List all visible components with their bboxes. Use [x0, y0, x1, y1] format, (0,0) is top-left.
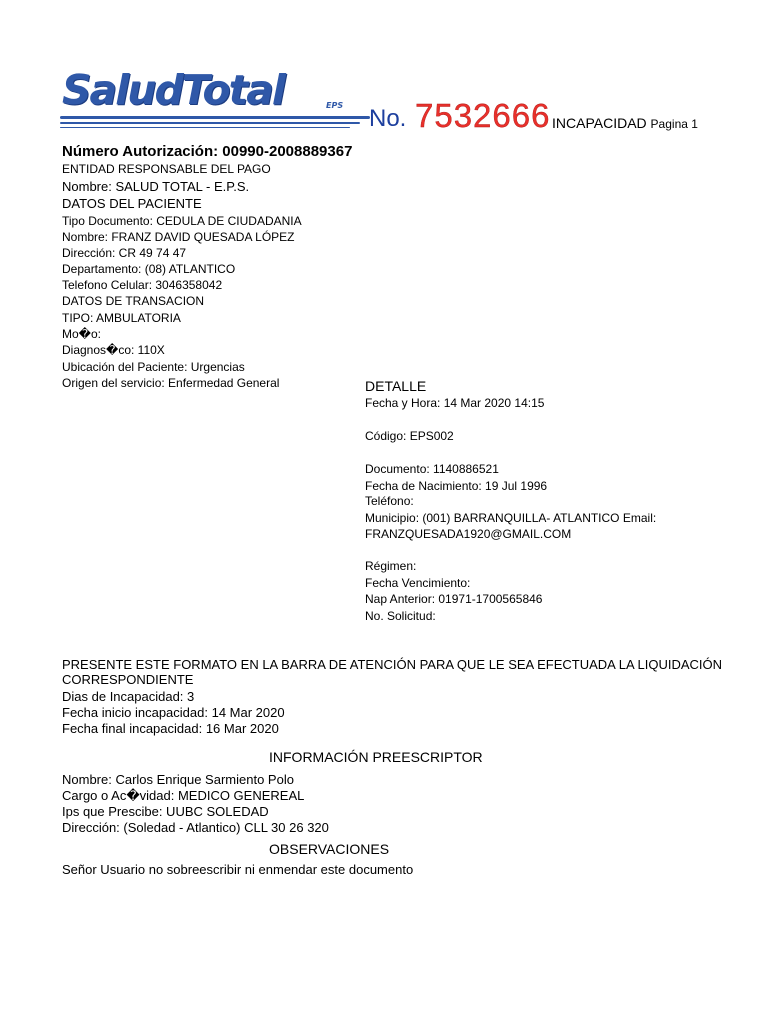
fecha-inicio-incapacidad: Fecha inicio incapacidad: 14 Mar 2020 — [62, 705, 285, 720]
logo-swoosh-line — [60, 116, 370, 119]
telefono: Teléfono: — [365, 494, 414, 508]
document-type — [552, 115, 698, 131]
telefono-celular: Telefono Celular: 3046358042 — [62, 278, 223, 292]
entidad-header: ENTIDAD RESPONSABLE DEL PAGO — [62, 162, 271, 176]
instruction-line-1: PRESENTE ESTE FORMATO EN LA BARRA DE ATENCIÓN PARA QUE LE SEA EFECTUADA LA LIQUIDACIÓN — [62, 657, 723, 672]
authorization-number: Número Autorización: 00990-2008889367 — [62, 143, 353, 160]
prescriptor-nombre: Nombre: Carlos Enrique Sarmiento Polo — [62, 772, 294, 787]
prescriptor-title: INFORMACIÓN PREESCRIPTOR — [269, 749, 483, 765]
fecha-final-incapacidad: Fecha final incapacidad: 16 Mar 2020 — [62, 721, 279, 736]
logo-wordmark: SaludTotal — [62, 66, 284, 114]
observaciones-title: OBSERVACIONES — [269, 841, 390, 857]
tipo-transaccion: TIPO: AMBULATORIA — [62, 311, 181, 325]
observaciones-text: Señor Usuario no sobreescribir ni enmendar este documento — [62, 862, 414, 877]
diagnostico: Diagnos�co: 110X — [62, 343, 165, 357]
regimen: Régimen: — [365, 559, 417, 573]
prescriptor-direccion: Dirección: (Soledad - Atlantico) CLL 30 26 320 — [62, 820, 329, 835]
ubicacion-paciente: Ubicación del Paciente: Urgencias — [62, 360, 245, 374]
logo-swoosh-line — [60, 127, 350, 128]
salud-total-logo — [60, 66, 370, 132]
entidad-nombre: Nombre: SALUD TOTAL - E.P.S. — [62, 179, 250, 194]
motivo: Mo�o: — [62, 327, 101, 341]
departamento: Departamento: (08) ATLANTICO — [62, 262, 236, 276]
dias-incapacidad: Dias de Incapacidad: 3 — [62, 689, 195, 704]
detalle-title: DETALLE — [365, 378, 427, 394]
email: FRANZQUESADA1920@GMAIL.COM — [365, 527, 572, 541]
municipio: Municipio: (001) BARRANQUILLA- ATLANTICO Email: — [365, 511, 657, 525]
instruction-line-2: CORRESPONDIENTE — [62, 672, 194, 687]
page-number: Pagina 1 — [650, 117, 698, 131]
fecha-vencimiento: Fecha Vencimiento: — [365, 576, 471, 590]
logo-eps-mark: EPS — [326, 101, 344, 110]
tipo-documento: Tipo Documento: CEDULA DE CIUDADANIA — [62, 214, 302, 228]
origen-servicio: Origen del servicio: Enfermedad General — [62, 376, 280, 390]
fecha-hora: Fecha y Hora: 14 Mar 2020 14:15 — [365, 396, 545, 410]
document-number: 7532666 — [415, 97, 551, 134]
document-type-label: INCAPACIDAD — [552, 115, 647, 131]
prescriptor-cargo: Cargo o Ac�vidad: MEDICO GENEREAL — [62, 788, 305, 803]
no-solicitud: No. Solicitud: — [365, 609, 436, 623]
fecha-nacimiento: Fecha de Nacimiento: 19 Jul 1996 — [365, 479, 548, 493]
transaccion-header: DATOS DE TRANSACION — [62, 294, 205, 308]
codigo: Código: EPS002 — [365, 429, 454, 443]
prescriptor-ips: Ips que Prescibe: UUBC SOLEDAD — [62, 804, 269, 819]
direccion-paciente: Dirección: CR 49 74 47 — [62, 246, 187, 260]
nombre-paciente: Nombre: FRANZ DAVID QUESADA LÓPEZ — [62, 230, 295, 244]
logo-swoosh-line — [60, 122, 360, 124]
documento: Documento: 1140886521 — [365, 462, 499, 476]
paciente-header: DATOS DEL PACIENTE — [62, 196, 202, 211]
number-label: No. — [369, 105, 407, 132]
nap-anterior: Nap Anterior: 01971-1700565846 — [365, 592, 543, 606]
